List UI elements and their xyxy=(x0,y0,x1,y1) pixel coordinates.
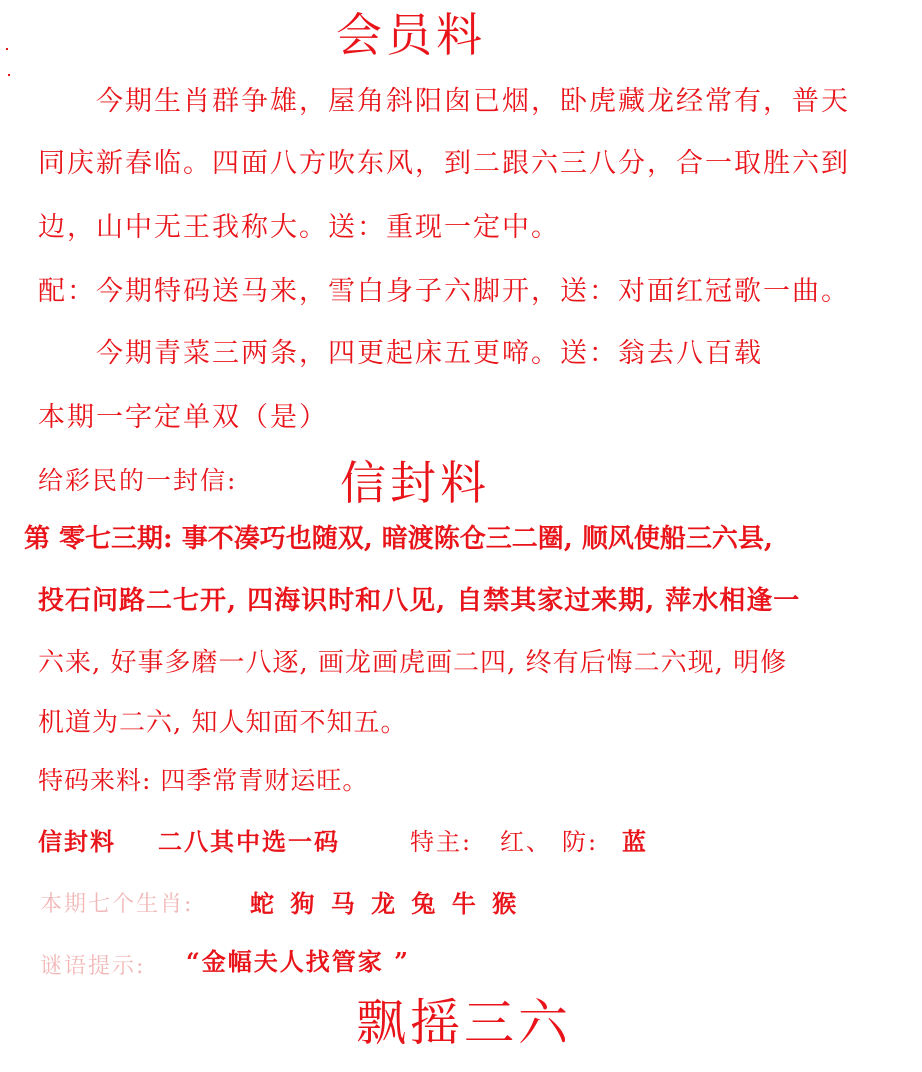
member-paragraph-1-line-1: 今期生肖群争雄，屋角斜阳囱已烟，卧虎藏龙经常有，普天 xyxy=(96,86,850,117)
envelope-pick-value: 二八其中选一码 xyxy=(158,827,340,856)
main-value: 红、 xyxy=(500,828,552,856)
envelope-title: 信封料 xyxy=(340,456,490,510)
guard-value: 蓝 xyxy=(622,827,648,856)
member-paragraph-1-line-2: 同庆新春临。四面八方吹东风，到二跟六三八分，合一取胜六到 xyxy=(38,148,850,179)
letter-intro: 给彩民的一封信: xyxy=(38,466,238,495)
member-paragraph-4: 本期一字定单双（是） xyxy=(38,402,328,433)
riddle-value: “金幅夫人找管家 ” xyxy=(186,947,410,976)
envelope-line-3: 六来, 好事多磨一八逐, 画龙画虎画二四, 终有后悔二六现, 明修 xyxy=(38,648,788,678)
zodiac-values: 蛇 狗 马 龙 兔 牛 猴 xyxy=(250,889,521,918)
envelope-line-1: 第 零七三期: 事不凑巧也随双, 暗渡陈仓三二圈, 顺风使船三六县, xyxy=(24,524,773,554)
member-paragraph-1-line-3: 边，山中无王我称大。送：重现一定中。 xyxy=(38,212,560,243)
guard-label: 防: xyxy=(562,828,599,856)
member-title: 会员料 xyxy=(336,8,486,62)
envelope-pick-label: 信封料 xyxy=(38,827,116,856)
main-label: 特主: xyxy=(410,828,473,856)
footer-title: 飘摇三六 xyxy=(356,994,572,1052)
special-code-line: 特码来料: 四季常青财运旺。 xyxy=(38,766,369,795)
edge-mark xyxy=(6,48,8,50)
envelope-line-2: 投石问路二七开, 四海识时和八见, 自禁其家过来期, 萍水相逢一 xyxy=(38,586,801,616)
member-paragraph-2: 配：今期特码送马来，雪白身子六脚开，送：对面红冠歌一曲。 xyxy=(38,276,850,307)
member-paragraph-3: 今期青菜三两条，四更起床五更啼。送：翁去八百载 xyxy=(96,338,763,369)
riddle-label: 谜语提示: xyxy=(40,954,146,979)
envelope-line-4: 机道为二六, 知人知面不知五。 xyxy=(38,708,408,738)
zodiac-label: 本期七个生肖: xyxy=(40,892,194,917)
edge-mark xyxy=(8,74,10,76)
